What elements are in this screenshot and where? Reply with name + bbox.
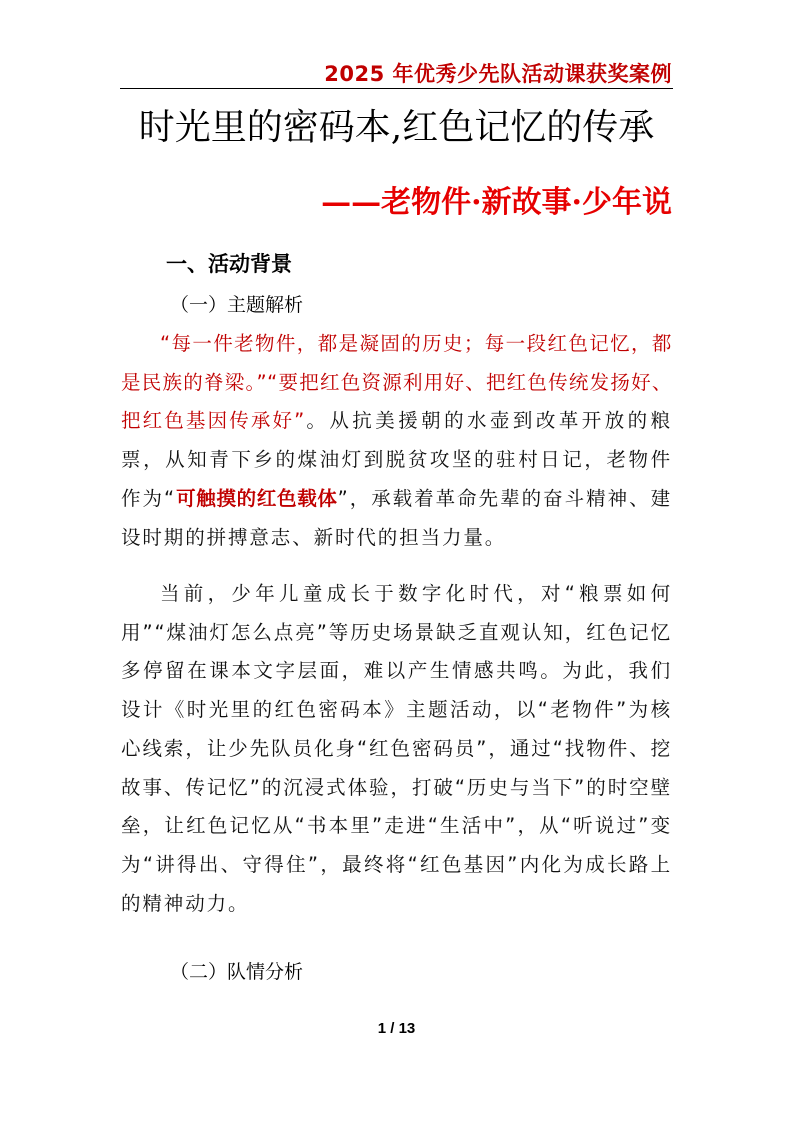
paragraph-current-situation xyxy=(121,575,672,923)
body-text: 当前，少年儿童成长于数字化时代，对“粮票如何用”“煤油灯怎么点亮”等历史场景缺乏直观认知，红色记忆多停留在课本文字层面，难以产生情感共鸣。为此，我们设计《时光里的红色密码本》主题活动，以“老物件”为核心线索，让少先队员化身“红色密码员”，通过“找物件、挖故事、传记忆”的沉浸式体验，打破“历史与当下”的时空壁垒，让红色记忆从“书本里”走进“生活中”，从“听说过”变为“讲得出、守得住”，最终将“红色基因”内化为成长路上的精神动力。 xyxy=(121,582,672,915)
document-title: 时光里的密码本,红色记忆的传承 xyxy=(138,107,655,148)
paragraph-theme-intro xyxy=(121,325,672,557)
page-number: 1 / 13 xyxy=(377,1020,416,1037)
section-heading-background: 一、活动背景 xyxy=(166,252,292,276)
document-subtitle: ——老物件·新故事·少年说 xyxy=(321,185,672,220)
header-title: 2025 年优秀少先队活动课获奖案例 xyxy=(324,62,672,86)
header-divider xyxy=(120,88,673,89)
body-text: ”，承载着革命先辈的奋斗精神、建设时期的拼搏意志、新时代的担当力量。 xyxy=(121,486,672,549)
highlight-text-red: 可触摸的红色载体 xyxy=(175,486,338,510)
quote-text-red: “每一件老物件，都是凝固的历史；每一段红色记忆，都是民族的脊梁。”“要把红色资源利用好、把红色传统发扬好、把红色基因传承好” xyxy=(121,332,672,433)
subsection-heading-team-analysis: （二）队情分析 xyxy=(170,961,304,983)
body-text: 。从抗美援朝的水壶到改革开放的粮票，从知青下乡的煤油灯到脱贫攻坚的驻村日记，老物件作为“ xyxy=(121,409,672,510)
subsection-heading-theme-analysis: （一）主题解析 xyxy=(170,294,304,316)
